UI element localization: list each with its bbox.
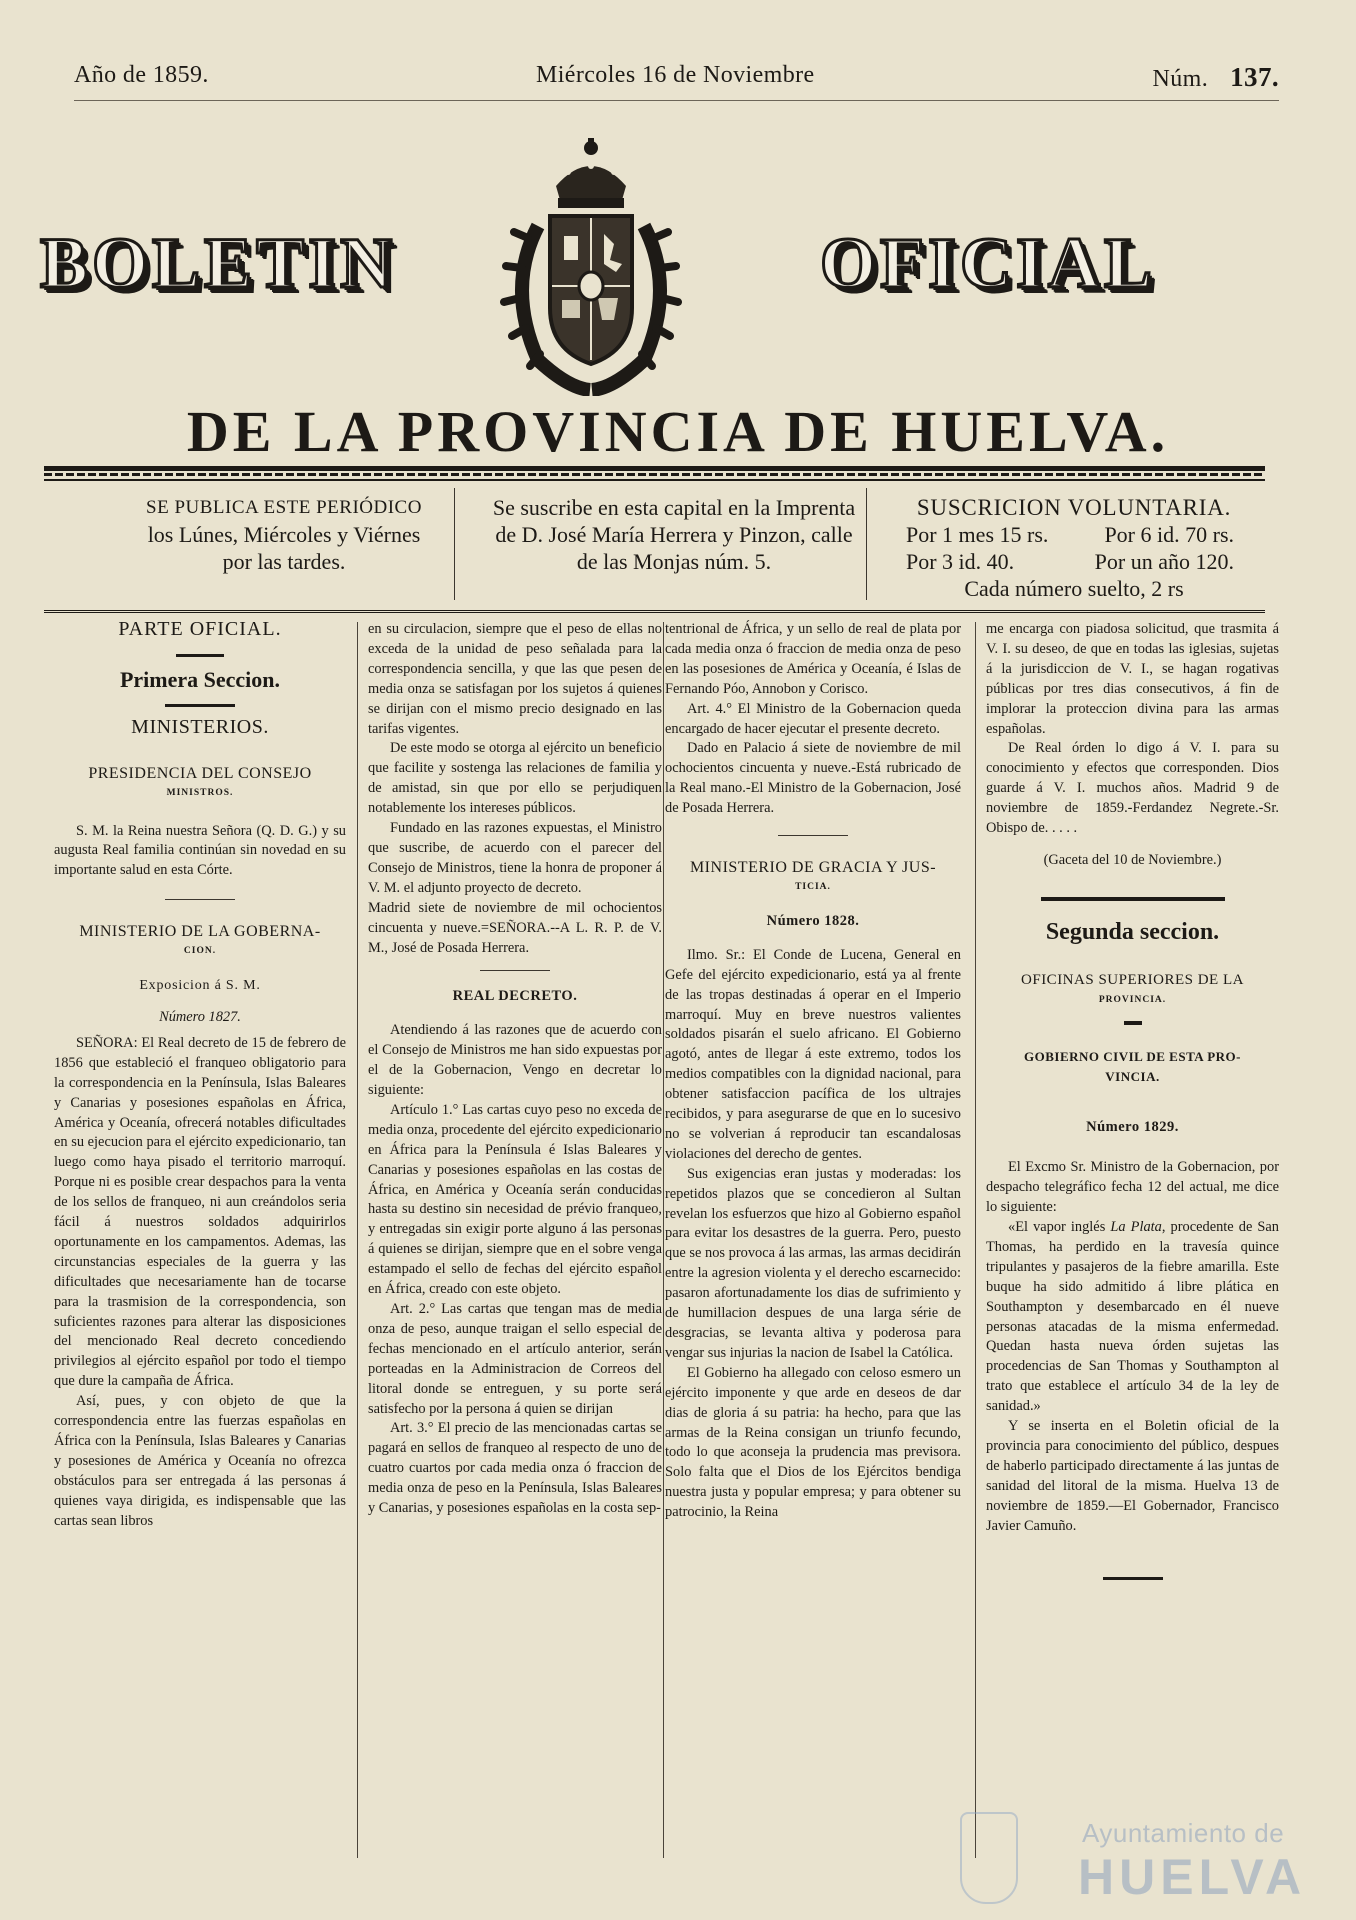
column-4	[986, 620, 1279, 1860]
segunda-seccion-heading: Segunda seccion.	[1045, 918, 1220, 945]
price-1-month: Por 1 mes 15 rs.	[906, 522, 1049, 547]
prices-row-2	[874, 548, 1274, 575]
telegram-text-b: , procedente de San Thomas, ha perdido en la travesía quince tripulantes y pasajeros de la fiebre amarilla. Este buque ha sido admitido á libre plática en Southampton y desembarcado en él nueve personas atacadas de la misma enfermedad. Quedan hasta nueva órden sujetas las procedencias de San Thomas y Southampton al trato que establece el artículo 34 de la ley de sanidad.»	[986, 1219, 1279, 1415]
archive-watermark	[960, 1810, 1307, 1910]
exposicion-continued: en su circulacion, siempre que el peso de ellas no exceda de la unidad de peso señalada para la correspondencia sencilla, y que las que pesen de media onza se satisfagan por los sujetos á quienes se dirijan con el mismo precio designado en las tarifas vigentes.	[368, 621, 662, 737]
place-line-3: de las Monjas núm. 5.	[576, 549, 772, 574]
masthead-rule	[44, 466, 1265, 471]
gracia-paragraph-3: El Gobierno ha allegado con celoso esmero un ejército imponente y que arde en deseos de dar dias de gloria á su patria: ha hecho, para que las armas de la Reina consigan un triunfo fecundo, todo lo que aconseja la prudencia mas previsora. Solo falta que el Dios de los Ejércitos bendiga nuestra justa y popular empresa; y para obtener su patrocinio, la Reina	[665, 1364, 961, 1521]
prices-row-1	[874, 521, 1274, 548]
real-decreto-heading: REAL DECRETO.	[452, 988, 578, 1005]
masthead-oficial: OFICIAL	[820, 223, 1157, 303]
gobierno-civil-heading: GOBIERNO CIVIL DE ESTA PRO-	[1024, 1048, 1241, 1064]
royal-health-notice: S. M. la Reina nuestra Señora (Q. D. G.) y su augusta Real familia continúan sin novedad en su importante salud en esta Córte.	[54, 822, 346, 879]
schedule-line-3: por las tardes.	[222, 549, 346, 574]
decreto-article-2: Art. 2.° Las cartas que tengan mas de media onza de peso, aunque traigan el sello especial de fechas mencionado en el artículo anterior, serán porteadas en la Administracion de Correos del litoral donde se entreguen, y su porte será satisfecho por la persona á quien se dirijan	[368, 1301, 662, 1417]
decreto-preamble: Atendiendo á las razones que de acuerdo con el Consejo de Ministros me han sido expuestas por el de la Gobernacion, Vengo en decretar lo siguiente:	[368, 1022, 662, 1099]
dateline	[74, 62, 1279, 98]
decreto-article-3-cont: tentrional de África, y un sello de real de plata por cada media onza ó fraccion de media onza de peso en las posesiones de América y Oceanía, é Islas de Fernando Póo, Annobon y Corisco.	[665, 621, 961, 697]
decreto-article-4: Art. 4.° El Ministro de la Gobernacion queda encargado de hacer ejecutar el presente decreto.	[665, 700, 961, 737]
publication-schedule	[84, 494, 484, 575]
ornament-rule	[54, 696, 346, 710]
gracia-justicia-heading-cont: TICIA.	[795, 881, 831, 892]
numero-1829: Número 1829.	[1086, 1119, 1179, 1136]
separator	[778, 835, 848, 836]
column-rule-2	[663, 622, 664, 1858]
section-rule	[1041, 897, 1225, 901]
telegram-text	[986, 1218, 1279, 1417]
schedule-line-1: SE PUBLICA ESTE PERIÓDICO	[146, 497, 422, 518]
watermark-line-1: Ayuntamiento de	[1082, 1818, 1285, 1848]
gracia-paragraph-1: Ilmo. Sr.: El Conde de Lucena, General en Gefe del ejército expedicionario, está ya al frente de las tropas destinadas á operar en el Imperio marroquí. Muy en breve nuestros valientes soldados pisarán el suelo africano. El Gobierno agotó, antes de llegar á este extremo, todos los medios compatibles con la dignidad nacional, para obtener satisfaccion pacífica de los ultrajes recibidos, y para asegurarse de que en lo sucesivo no se volverian á reproducir tan escandalosas violaciones del derecho de gentes.	[665, 946, 961, 1162]
separator	[165, 899, 235, 900]
schedule-line-2: los Lúnes, Miércoles y Viérnes	[147, 522, 421, 547]
masthead-rule-thin	[44, 479, 1265, 481]
column-rule-1	[357, 622, 358, 1858]
price-3-months: Por 3 id. 40.	[906, 549, 1015, 574]
masthead-rule-ornamental	[44, 473, 1265, 476]
royal-crest-icon	[498, 138, 684, 396]
provincia-subheading: PROVINCIA.	[1098, 994, 1167, 1005]
presidencia-heading: PRESIDENCIA DEL CONSEJO	[88, 764, 312, 782]
separator	[480, 970, 550, 971]
exposicion-paragraph-3: De este modo se otorga al ejército un beneficio que facilite y sostenga las relaciones de familia y de amistad, sin que por ello se perjudiquen notablemente los intereses públicos.	[368, 740, 662, 817]
watermark-line-2: HUELVA	[1078, 1849, 1307, 1905]
gaceta-reference: (Gaceta del 10 de Noviembre.)	[1043, 851, 1222, 868]
exposicion-paragraph-4: Fundado en las razones expuestas, el Ministro que suscribe, de acuerdo con el parecer del Consejo de Ministros, tiene la honra de proponer á V. M. el adjunto proyecto de decreto.	[368, 820, 662, 896]
subscription-prices	[874, 494, 1274, 602]
gobierno-paragraph-1: El Excmo Sr. Ministro de la Gobernacion, por despacho telegráfico fecha 12 del actual, me dice lo siguiente:	[986, 1159, 1279, 1216]
prices-title: SUSCRICION VOLUNTARIA.	[916, 495, 1232, 520]
masthead-subtitle: DE LA PROVINCIA DE HUELVA.	[186, 399, 1170, 464]
subscription-place	[454, 494, 894, 575]
gobernacion-heading: MINISTERIO DE LA GOBERNA-	[79, 923, 321, 941]
exposicion-paragraph-1: SEÑORA: El Real decreto de 15 de febrero de 1856 que estableció el franqueo obligatorio para la correspondencia en la Península, Islas Baleares y Canarias y posesiones españolas en África, América y Oceanía, ofrecerá notables dificultades en su ejecucion para el ejército expedicionario, tan luego como haya pisado el territorio marroquí. Porque ni es posible crear despachos para la venta de los sellos de franqueo, ni aun creándolos seria fácil á nuestros soldados adquirirlos oportunamente en los campamentos. Ademas, las circunstancias especiales de la guerra y las dificultades que necesariamente han de tocarse para la trasmision de la correspondencia, son suficientes razones para alterar las disposiciones del mencionado Real decreto concediendo privilegios al ejército español por todo el tiempo que dure la campaña de África.	[54, 1034, 346, 1390]
exposicion-paragraph-2: Así, pues, y con objeto de que la correspondencia entre las fuerzas españolas en África con la Península, Islas Baleares y Canarias y posesiones de América y Oceanía no ofrezca obstáculos para ser entregada á las personas á quienes vaya dirigida, es indispensable que las cartas sean libros	[54, 1393, 346, 1529]
column-rule-3	[975, 622, 976, 1858]
city-shield-icon	[960, 1812, 1018, 1904]
price-single-issue: Cada número suelto, 2 rs	[964, 576, 1184, 601]
decreto-closing: Dado en Palacio á siete de noviembre de mil ochocientos cincuenta y nueve.-Está rubricado de la Real mano.-El Ministro de la Gobernacion, José de Posada Herrera.	[665, 740, 961, 817]
oficinas-heading: OFICINAS SUPERIORES DE LA	[1021, 971, 1244, 988]
gobernacion-heading-cont: CION.	[183, 946, 217, 957]
info-divider-2	[866, 488, 867, 600]
issue-number-value: 137.	[1230, 62, 1279, 92]
gracia-continued: me encarga con piadosa solicitud, que trasmita á V. I. su deseo, de que en todas las iglesias, sujetas á la jurisdiccion de V. I., se hagan rogativas públicas por tres dias consecutivos, á fin de implorar la proteccion divina para las armas españolas.	[986, 621, 1279, 737]
price-6-months: Por 6 id. 70 rs.	[1104, 522, 1234, 547]
column-3	[665, 620, 961, 1860]
gobierno-closing: Y se inserta en el Boletin oficial de la provincia para conocimiento del público, despues de haberlo participado directamente á las juntas de sanidad del litoral de la misma. Huelva 13 de noviembre de 1859.—El Gobernador, Francisco Javier Camuño.	[986, 1418, 1279, 1534]
gracia-paragraph-2: Sus exigencias eran justas y moderadas: los repetidos plazos que se concedieron al Sultan revelan los esfuerzos que hizo al Gobierno español para evitar los desastres de la guerra. Pero, puesto que se nos provoca á las armas, las armas decidirán entre la agresion violenta y el derecho escarnecido: pasaron afortunadamente los dias de sufrimiento y de humillacion despues de una larga série de desgracias, se levanta altiva y poderosa para vengar sus injurias la nacion de Isabel la Católica.	[665, 1165, 961, 1361]
ornament-rule	[54, 646, 346, 660]
numero-1828: Número 1828.	[766, 912, 860, 929]
exposicion-heading: Exposicion á S. M.	[139, 978, 261, 994]
gracia-justicia-heading: MINISTERIO DE GRACIA Y JUS-	[689, 859, 937, 877]
ministros-subheading: MINISTROS.	[166, 787, 234, 798]
dateline-rule	[74, 100, 1279, 101]
issue-year: Año de 1859.	[74, 62, 209, 88]
ministerios-heading: MINISTERIOS.	[131, 715, 269, 738]
info-rule	[44, 610, 1265, 613]
gracia-closing: De Real órden lo digo á V. I. para su conocimiento y efectos que corresponden. Dios guarde á V. I. muchos años. Madrid 9 de noviembre de 1859.-Ferdandez Negrete.-Sr. Obispo de. . . . .	[986, 740, 1279, 837]
place-line-1: Se suscribe en esta capital en la Imprenta	[492, 495, 856, 520]
primera-seccion-heading: Primera Seccion.	[119, 666, 281, 692]
telegram-text-a: «El vapor inglés	[1008, 1219, 1111, 1236]
price-1-year: Por un año 120.	[1094, 549, 1234, 574]
issue-date: Miércoles 16 de Noviembre	[536, 62, 815, 88]
ship-name: La Plata	[1110, 1219, 1162, 1236]
parte-oficial-heading: PARTE OFICIAL.	[118, 620, 282, 640]
masthead-boletin: BOLETIN	[40, 223, 397, 303]
small-rule	[1124, 1021, 1142, 1025]
issue-number-label: Núm.	[1152, 66, 1209, 92]
decreto-article-1: Artículo 1.° Las cartas cuyo peso no exceda de media onza, procedente del ejército expedicionario en África para la Península é Islas Baleares y Canarias y posesiones españolas en las costas de África, en América y Oceanía serán conducidas hasta su destino sin necesidad de prévio franqueo, y entregadas sin exigir porte alguno á las personas á quienes se dirijan, siempre que en el sobre venga estampado el sello de fechas del ejército español en África, creado con este objeto.	[368, 1101, 662, 1298]
gobierno-civil-heading-cont: VINCIA.	[1105, 1068, 1160, 1084]
column-1	[54, 620, 346, 1860]
numero-1827: Número 1827.	[159, 1008, 241, 1025]
decreto-article-3: Art. 3.° El precio de las mencionadas cartas se pagará en sellos de franqueo al respecto de uno de cuatro cuartos por cada media onza ó fraccion de media onza de peso en la Península, Islas Baleares y Canarias, y posesiones españolas en la costa sep-	[368, 1420, 662, 1517]
column-2	[368, 620, 662, 1860]
exposicion-signature: Madrid siete de noviembre de mil ochocientos cincuenta y nueve.=SEÑORA.--A L. R. P. de V. M., José de Posada Herrera.	[368, 899, 662, 956]
end-rule	[1103, 1577, 1163, 1580]
issue-number	[1153, 62, 1279, 93]
subscription-info	[44, 486, 1265, 604]
place-line-2: de D. José María Herrera y Pinzon, calle	[495, 522, 853, 547]
